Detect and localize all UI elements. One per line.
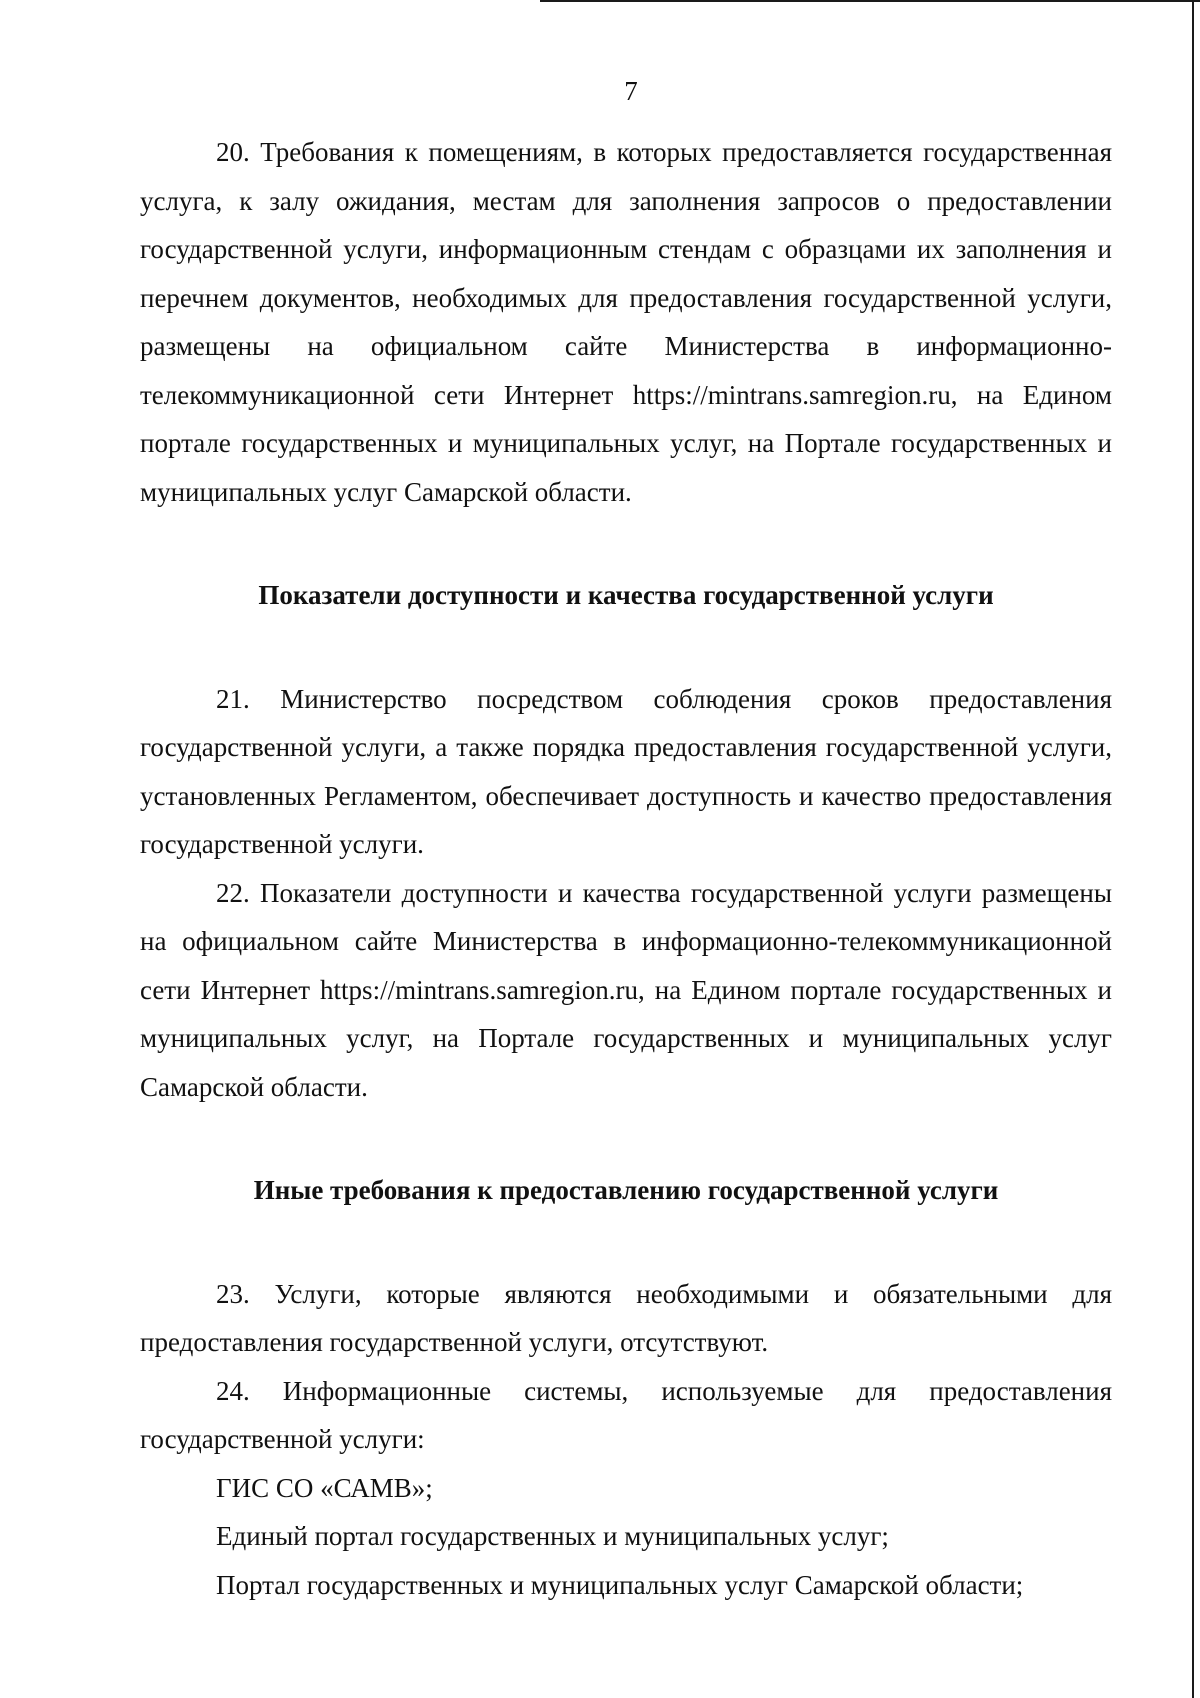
system-item-samara-portal: Портал государственных и муниципальных услуг Самарской области; bbox=[216, 1569, 1024, 1600]
document-body bbox=[140, 128, 1112, 1609]
page-right-border bbox=[1192, 0, 1194, 1698]
heading-availability-quality: Показатели доступности и качества государственной услуги bbox=[258, 580, 994, 610]
paragraph-22: 22. Показатели доступности и качества государственной услуги размещены на официальном сайте Министерства в информационно-телекоммуникационной сети Интернет https://mintrans.samregion.ru, на Едином портале государственных и муниципальных услуг, на Портале государственных и муниципальных услуг Самарской области. bbox=[140, 877, 1112, 1102]
page-number: 7 bbox=[624, 76, 638, 106]
system-item-samv: ГИС СО «САМВ»; bbox=[216, 1472, 433, 1503]
system-item-unified-portal: Единый портал государственных и муниципальных услуг; bbox=[216, 1521, 889, 1551]
paragraph-24: 24. Информационные системы, используемые для предоставления государственной услуги: bbox=[140, 1375, 1112, 1454]
heading-other-requirements: Иные требования к предоставлению государственной услуги bbox=[253, 1175, 999, 1205]
paragraph-23: 23. Услуги, которые являются необходимыми и обязательными для предоставления государственной услуги, отсутствуют. bbox=[140, 1278, 1112, 1357]
paragraph-21: 21. Министерство посредством соблюдения сроков предоставления государственной услуги, а также порядка предоставления государственной услуги, установленных Регламентом, обеспечивает доступность и качество предоставления государственной услуги. bbox=[140, 683, 1112, 859]
page-top-border bbox=[540, 0, 1200, 2]
paragraph-20: 20. Требования к помещениям, в которых предоставляется государственная услуга, к залу ожидания, местам для заполнения запросов о предоставлении государственной услуги, информационным стендам с образцами их заполнения и перечнем документов, необходимых для предоставления государственной услуги, размещены на официальном сайте Министерства в информационно-телекоммуникационной сети Интернет https://mintrans.samregion.ru, на Едином портале государственных и муниципальных услуг, на Портале государственных и муниципальных услуг Самарской области. bbox=[140, 137, 1112, 507]
